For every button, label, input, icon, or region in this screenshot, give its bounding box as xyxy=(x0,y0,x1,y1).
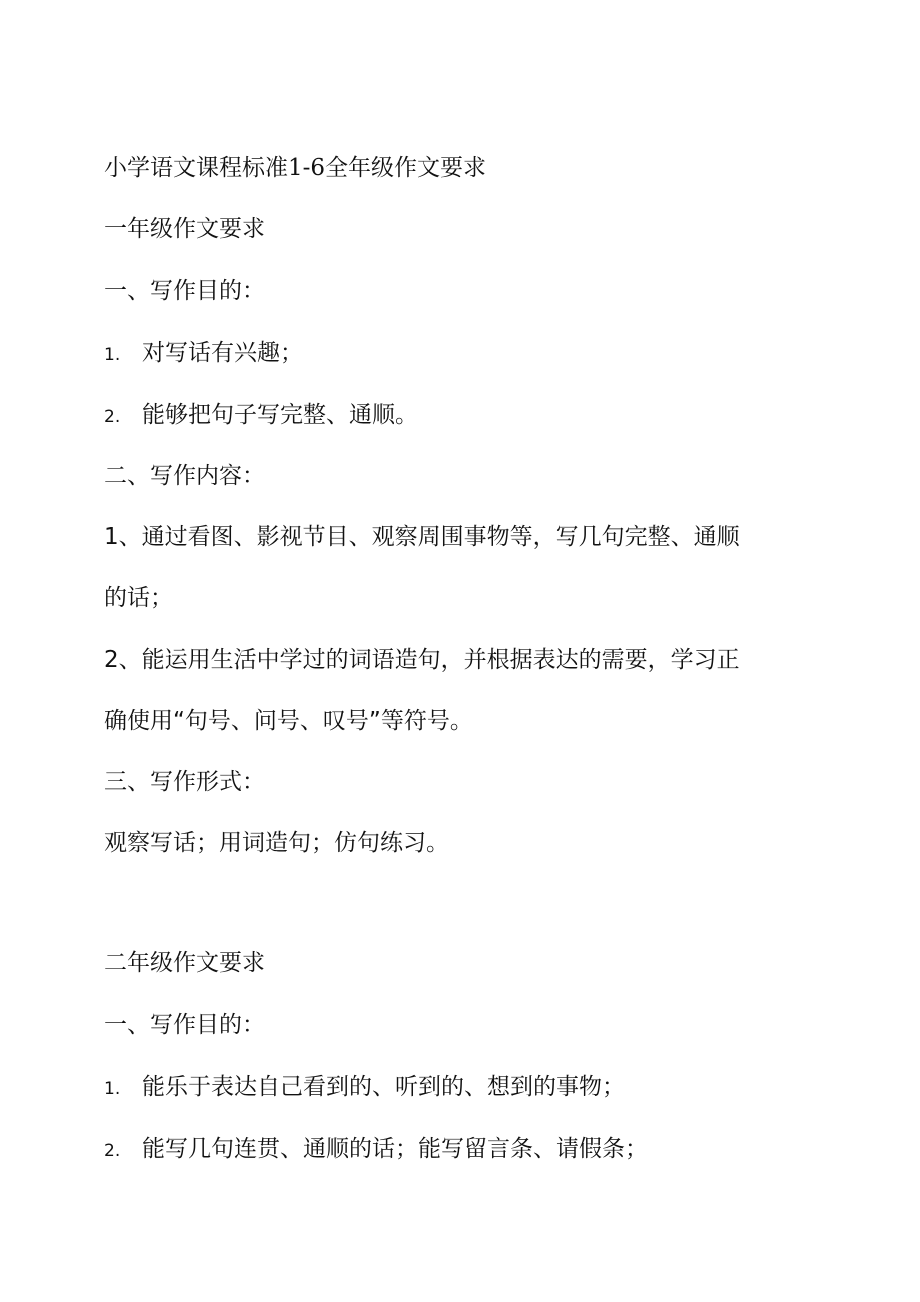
grade1-purpose-item xyxy=(104,399,804,433)
grade1-content-item-line: 确使用“句号、问号、叹号”等符号。 xyxy=(104,708,473,734)
document-title xyxy=(104,152,804,184)
grade1-form-text: 观察写话；用词造句；仿句练习。 xyxy=(104,830,449,856)
item-number: 2. xyxy=(104,407,121,427)
item-text: 能够把句子写完整、通顺。 xyxy=(142,402,418,428)
grade1-content-item-line: 1、通过看图、影视节目、观察周围事物等，写几句完整、通顺 xyxy=(104,524,740,550)
grade2-heading: 二年级作文要求 xyxy=(104,950,265,976)
grade1-purpose-heading: 一、写作目的： xyxy=(104,278,265,304)
grade1-content-item-line: 2、能运用生活中学过的词语造句，并根据表达的需要，学习正 xyxy=(104,647,740,673)
item-text: 能乐于表达自己看到的、听到的、想到的事物； xyxy=(142,1074,625,1100)
grade1-content-item-line: 的话； xyxy=(104,585,173,611)
title-grade-range: 1-6 xyxy=(288,155,326,181)
grade1-content-heading: 二、写作内容： xyxy=(104,463,265,489)
grade1-form-heading: 三、写作形式： xyxy=(104,769,265,795)
grade2-purpose-item xyxy=(104,1133,804,1167)
item-text: 对写话有兴趣； xyxy=(142,340,303,366)
grade1-purpose-item xyxy=(104,337,804,371)
item-number: 2. xyxy=(104,1141,121,1161)
item-text: 能写几句连贯、通顺的话；能写留言条、请假条； xyxy=(142,1136,648,1162)
item-number: 1. xyxy=(104,1079,121,1099)
item-number: 1. xyxy=(104,345,121,365)
grade1-heading: 一年级作文要求 xyxy=(104,216,265,242)
title-prefix: 小学语文课程标准 xyxy=(104,155,288,181)
grade2-purpose-item xyxy=(104,1071,804,1105)
grade2-purpose-heading: 一、写作目的： xyxy=(104,1012,265,1038)
title-suffix: 全年级作文要求 xyxy=(325,155,487,181)
